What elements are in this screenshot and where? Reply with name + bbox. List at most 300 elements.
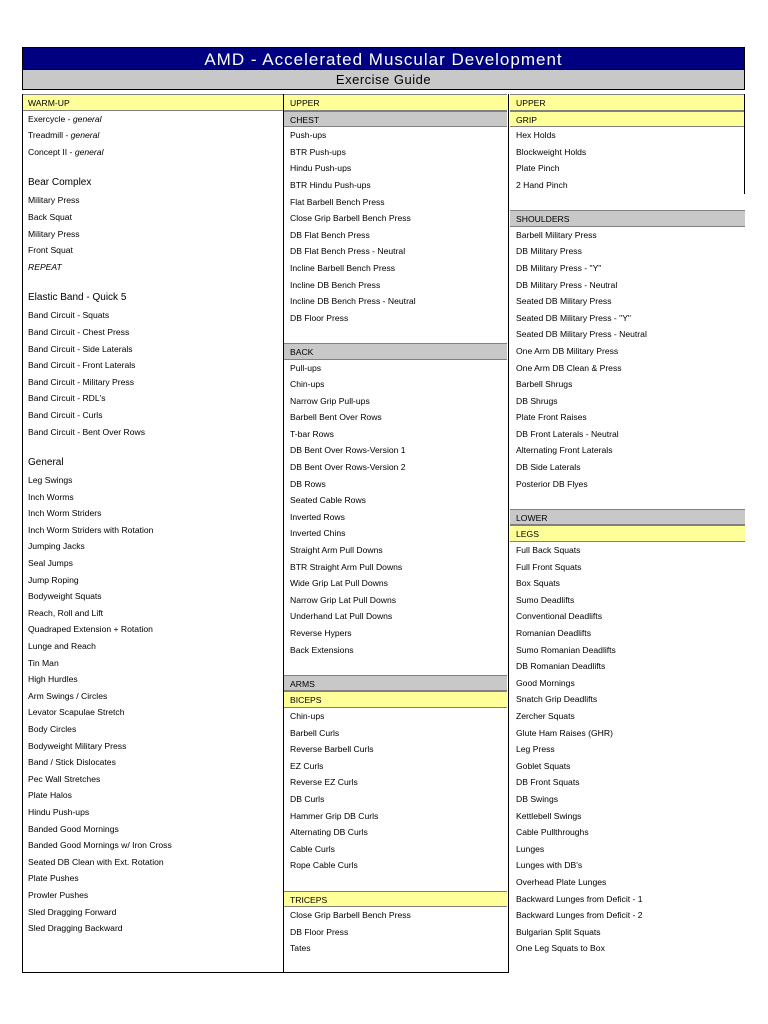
exercise-row	[510, 625, 745, 642]
row-text: WARM-UP	[28, 98, 70, 108]
exercise-row	[284, 476, 507, 493]
exercise-row	[284, 725, 507, 742]
row-text: BACK	[290, 346, 314, 357]
row-emphasis: REPEAT	[28, 261, 62, 272]
row-text: Treadmill -	[28, 130, 71, 141]
exercise-row	[284, 426, 507, 443]
exercise-row	[22, 887, 283, 904]
row-text: Backward Lunges from Deficit - 2	[516, 910, 643, 921]
exercise-row	[510, 608, 745, 625]
group-heading	[22, 452, 283, 472]
exercise-row	[22, 505, 283, 522]
exercise-row	[284, 376, 507, 393]
row-text: One Arm DB Military Press	[516, 345, 619, 356]
exercise-row	[22, 324, 283, 341]
row-text: Inch Worms	[28, 491, 74, 502]
row-text: DB Curls	[290, 793, 325, 804]
exercise-row	[510, 277, 745, 294]
row-text: Zercher Squats	[516, 710, 575, 721]
exercise-row	[22, 111, 283, 128]
row-emphasis: general	[72, 113, 102, 124]
row-text: Barbell Curls	[290, 727, 340, 738]
row-text: Hex Holds	[516, 130, 556, 141]
exercise-row	[22, 572, 283, 589]
row-text: DB Shrugs	[516, 395, 558, 406]
row-text: ARMS	[290, 678, 315, 689]
exercise-row	[284, 608, 507, 625]
document-title: AMD - Accelerated Muscular Development	[22, 47, 745, 70]
exercise-row	[284, 393, 507, 410]
row-text: Alternating DB Curls	[290, 827, 368, 838]
row-text: Hindu Push-ups	[28, 806, 90, 817]
exercise-row	[284, 144, 507, 161]
exercise-row	[510, 409, 745, 426]
row-text: Bodyweight Squats	[28, 591, 102, 602]
row-text: Rope Cable Curls	[290, 860, 358, 871]
row-text: BICEPS	[290, 695, 322, 706]
exercise-row	[284, 575, 507, 592]
row-text: Snatch Grip Deadlifts	[516, 694, 598, 705]
row-text: Leg Swings	[28, 475, 73, 486]
exercise-row	[22, 555, 283, 572]
exercise-row	[510, 260, 745, 277]
row-text: Band Circuit - Squats	[28, 310, 110, 321]
exercise-row	[510, 127, 745, 144]
row-text: Plate Front Raises	[516, 412, 587, 423]
category-header	[284, 891, 507, 908]
document-subtitle: Exercise Guide	[22, 70, 745, 90]
row-text: Close Grip Barbell Bench Press	[290, 213, 411, 224]
row-emphasis: general	[70, 130, 100, 141]
exercise-row	[284, 741, 507, 758]
exercise-row	[510, 476, 745, 493]
exercise-row	[22, 837, 283, 854]
row-text: DB Military Press - Neutral	[516, 279, 618, 290]
exercise-row	[510, 857, 745, 874]
row-text: DB Rows	[290, 478, 326, 489]
row-text: DB Bent Over Rows-Version 2	[290, 462, 406, 473]
exercise-row	[510, 758, 745, 775]
row-text: Reverse EZ Curls	[290, 777, 358, 788]
exercise-row	[22, 754, 283, 771]
row-text: Reverse Barbell Curls	[290, 744, 374, 755]
row-text: Band Circuit - Front Laterals	[28, 360, 136, 371]
exercise-row	[22, 738, 283, 755]
row-text: BTR Push-ups	[290, 146, 346, 157]
row-text: T-bar Rows	[290, 428, 334, 439]
exercise-row	[284, 260, 507, 277]
row-text: Hindu Push-ups	[290, 163, 352, 174]
exercise-row	[22, 721, 283, 738]
row-text: Military Press	[28, 195, 80, 206]
blank-row	[510, 492, 745, 509]
exercise-row	[510, 144, 745, 161]
exercise-row	[22, 242, 283, 259]
exercise-row	[22, 407, 283, 424]
row-text: Full Back Squats	[516, 545, 581, 556]
right-border	[744, 94, 745, 194]
exercise-row	[510, 808, 745, 825]
row-text: Concept II -	[28, 146, 75, 157]
exercise-row	[22, 357, 283, 374]
exercise-row	[510, 791, 745, 808]
exercise-row	[284, 360, 507, 377]
row-text: One Leg Squats to Box	[516, 943, 605, 954]
exercise-row	[510, 708, 745, 725]
row-text: DB Floor Press	[290, 926, 349, 937]
row-text: Inverted Chins	[290, 528, 346, 539]
row-text: Plate Pushes	[28, 873, 79, 884]
exercise-row	[510, 891, 745, 908]
blank-row	[22, 440, 283, 452]
exercise-row	[510, 841, 745, 858]
exercise-row	[510, 227, 745, 244]
exercise-row	[284, 492, 507, 509]
row-text: Conventional Deadlifts	[516, 611, 602, 622]
row-text: Body Circles	[28, 724, 77, 734]
exercise-row	[22, 621, 283, 638]
exercise-row	[510, 426, 745, 443]
row-text: Banded Good Mornings	[28, 823, 119, 834]
exercise-row	[22, 390, 283, 407]
blank-row	[510, 194, 745, 211]
exercise-row	[22, 226, 283, 243]
row-text: Incline DB Bench Press - Neutral	[290, 296, 416, 307]
row-text: DB Front Laterals - Neutral	[516, 428, 619, 439]
row-text: 2 Hand Pinch	[516, 179, 568, 190]
row-text: Kettlebell Swings	[516, 810, 582, 821]
row-text: Pull-ups	[290, 362, 322, 373]
row-text: Band / Stick Dislocates	[28, 757, 116, 768]
exercise-row	[22, 192, 283, 209]
row-text: Incline Barbell Bench Press	[290, 262, 396, 273]
row-text: DB Side Laterals	[516, 462, 581, 473]
exercise-row	[284, 509, 507, 526]
exercise-row	[284, 559, 507, 576]
exercise-row	[510, 310, 745, 327]
row-text: Blockweight Holds	[516, 146, 587, 157]
exercise-row	[510, 376, 745, 393]
exercise-row	[22, 787, 283, 804]
row-text: Banded Good Mornings w/ Iron Cross	[28, 840, 172, 851]
row-text: Inverted Rows	[290, 511, 345, 522]
exercise-row	[22, 688, 283, 705]
row-text: Overhead Plate Lunges	[516, 876, 607, 887]
row-text: General	[28, 457, 64, 469]
row-text: Cable Curls	[290, 843, 335, 854]
row-text: Seated DB Clean with Ext. Rotation	[28, 856, 164, 867]
exercise-row	[22, 341, 283, 358]
row-text: Narrow Grip Pull-ups	[290, 395, 370, 406]
exercise-row	[510, 360, 745, 377]
blank-row	[284, 874, 507, 891]
row-text: Back Squat	[28, 211, 72, 222]
row-text: Seated DB Military Press - Neutral	[516, 329, 647, 340]
exercise-row	[284, 210, 507, 227]
row-text: Full Front Squats	[516, 561, 582, 572]
row-text: Band Circuit - Bent Over Rows	[28, 426, 146, 437]
exercise-row	[22, 144, 283, 161]
exercise-row	[22, 920, 283, 937]
exercise-row	[22, 704, 283, 721]
exercise-row	[510, 675, 745, 692]
row-text: Sumo Romanian Deadlifts	[516, 644, 616, 655]
exercise-row	[284, 243, 507, 260]
exercise-row	[510, 177, 745, 194]
section-header	[284, 343, 507, 360]
exercise-row	[510, 824, 745, 841]
row-text: Hammer Grip DB Curls	[290, 810, 379, 821]
exercise-row	[284, 127, 507, 144]
row-text: Close Grip Barbell Bench Press	[290, 910, 411, 921]
row-text: DB Military Press - "Y"	[516, 262, 602, 273]
row-text: Exercycle -	[28, 113, 73, 124]
row-text: Leg Press	[516, 744, 555, 755]
row-text: Back Extensions	[290, 644, 354, 655]
exercise-row	[510, 907, 745, 924]
row-text: Flat Barbell Bench Press	[290, 196, 385, 207]
category-header	[284, 94, 507, 111]
row-text: Band Circuit - RDL's	[28, 393, 106, 404]
bottom-border	[22, 972, 509, 973]
exercise-row	[284, 791, 507, 808]
row-text: Barbell Military Press	[516, 229, 597, 240]
exercise-row	[284, 194, 507, 211]
row-text: Jump Roping	[28, 574, 79, 585]
left-border	[22, 94, 23, 972]
row-text: SHOULDERS	[516, 214, 570, 225]
blank-row	[22, 275, 283, 287]
exercise-row	[284, 160, 507, 177]
row-text: Seated Cable Rows	[290, 495, 366, 506]
exercise-row	[510, 343, 745, 360]
blank-row	[284, 658, 507, 675]
row-text: Front Squat	[28, 245, 73, 256]
row-text: UPPER	[290, 98, 320, 108]
row-text: Elastic Band - Quick 5	[28, 292, 127, 304]
row-text: Bear Complex	[28, 177, 92, 189]
row-text: Chin-ups	[290, 379, 325, 390]
blank-row	[284, 326, 507, 343]
row-text: Band Circuit - Military Press	[28, 376, 135, 387]
row-text: Reverse Hypers	[290, 628, 352, 638]
row-text: Incline DB Bench Press	[290, 279, 381, 290]
exercise-row	[22, 655, 283, 672]
row-text: Lunges with DB's	[516, 860, 583, 871]
row-text: Straight Arm Pull Downs	[290, 545, 383, 556]
exercise-row	[284, 907, 507, 924]
exercise-row	[284, 177, 507, 194]
exercise-row	[22, 209, 283, 226]
exercise-row	[284, 227, 507, 244]
exercise-row	[510, 542, 745, 559]
row-text: DB Romanian Deadlifts	[516, 661, 606, 672]
row-text: Plate Halos	[28, 790, 72, 801]
exercise-row	[284, 525, 507, 542]
exercise-row	[284, 625, 507, 642]
row-text: Tates	[290, 943, 311, 954]
exercise-row	[284, 758, 507, 775]
row-text: TRICEPS	[290, 894, 328, 905]
exercise-row	[510, 160, 745, 177]
row-text: Prowler Pushes	[28, 889, 89, 900]
exercise-row	[22, 259, 283, 276]
row-text: Push-ups	[290, 130, 327, 141]
exercise-row	[284, 708, 507, 725]
exercise-row	[22, 870, 283, 887]
row-text: DB Military Press	[516, 246, 582, 257]
exercise-row	[510, 691, 745, 708]
exercise-row	[284, 940, 507, 957]
exercise-row	[510, 393, 745, 410]
row-text: Lunge and Reach	[28, 641, 96, 652]
row-text: Glute Ham Raises (GHR)	[516, 727, 613, 738]
category-header	[284, 691, 507, 708]
exercise-row	[22, 605, 283, 622]
exercise-row	[284, 293, 507, 310]
row-text: EZ Curls	[290, 760, 324, 771]
row-text: Lunges	[516, 843, 545, 854]
row-text: Reach, Roll and Lift	[28, 607, 103, 618]
row-text: Sumo Deadlifts	[516, 594, 575, 605]
exercise-row	[510, 575, 745, 592]
exercise-row	[284, 542, 507, 559]
row-text: High Hurdles	[28, 674, 78, 685]
exercise-row	[510, 725, 745, 742]
row-text: Inch Worm Striders with Rotation	[28, 524, 154, 535]
exercise-row	[22, 472, 283, 489]
exercise-guide-sheet	[22, 47, 745, 90]
row-text: Tin Man	[28, 657, 59, 668]
row-text: Goblet Squats	[516, 760, 571, 771]
row-text: BTR Straight Arm Pull Downs	[290, 561, 403, 572]
exercise-row	[510, 642, 745, 659]
column-upper-grip-shoulders-lower	[510, 94, 745, 957]
exercise-row	[284, 774, 507, 791]
row-text: DB Flat Bench Press	[290, 229, 370, 240]
row-text: Narrow Grip Lat Pull Downs	[290, 594, 397, 605]
exercise-row	[510, 940, 745, 957]
exercise-row	[22, 904, 283, 921]
exercise-row	[510, 774, 745, 791]
row-text: Sled Dragging Forward	[28, 906, 117, 917]
blank-row	[22, 160, 283, 172]
exercise-row	[22, 588, 283, 605]
row-text: Military Press	[28, 228, 80, 239]
exercise-row	[22, 424, 283, 441]
row-text: Band Circuit - Curls	[28, 409, 103, 420]
row-emphasis: general	[74, 146, 104, 157]
row-text: Alternating Front Laterals	[516, 445, 613, 456]
row-text: Inch Worm Striders	[28, 508, 102, 519]
exercise-row	[510, 874, 745, 891]
group-heading	[22, 287, 283, 307]
column-upper-chest-back-arms	[284, 94, 507, 957]
exercise-row	[284, 592, 507, 609]
category-header	[22, 94, 283, 111]
row-text: DB Front Squats	[516, 777, 580, 788]
row-text: Band Circuit - Chest Press	[28, 326, 130, 337]
row-text: Romanian Deadlifts	[516, 628, 591, 638]
row-text: Seated DB Military Press - "Y"	[516, 312, 631, 323]
exercise-row	[22, 489, 283, 506]
section-header	[284, 111, 507, 128]
row-text: Good Mornings	[516, 677, 575, 688]
exercise-row	[22, 671, 283, 688]
column-divider-1	[283, 94, 284, 972]
row-text: Cable Pullthroughs	[516, 827, 589, 838]
exercise-row	[22, 804, 283, 821]
row-text: Barbell Shrugs	[516, 379, 573, 390]
row-text: Arm Swings / Circles	[28, 690, 108, 701]
row-text: LOWER	[516, 512, 548, 523]
row-text: DB Floor Press	[290, 312, 349, 323]
row-text: DB Bent Over Rows-Version 1	[290, 445, 406, 456]
row-text: CHEST	[290, 114, 320, 125]
row-text: Backward Lunges from Deficit - 1	[516, 893, 643, 904]
exercise-row	[22, 522, 283, 539]
exercise-row	[510, 293, 745, 310]
row-text: Levator Scapulae Stretch	[28, 707, 125, 718]
exercise-row	[284, 857, 507, 874]
row-text: Sled Dragging Backward	[28, 923, 123, 934]
exercise-row	[22, 538, 283, 555]
exercise-row	[510, 741, 745, 758]
row-text: Wide Grip Lat Pull Downs	[290, 578, 388, 589]
exercise-row	[284, 924, 507, 941]
exercise-row	[284, 442, 507, 459]
exercise-row	[284, 808, 507, 825]
exercise-row	[284, 841, 507, 858]
section-header	[284, 675, 507, 692]
exercise-row	[284, 642, 507, 659]
exercise-row	[22, 374, 283, 391]
row-text: Box Squats	[516, 578, 560, 589]
exercise-row	[22, 638, 283, 655]
exercise-row	[284, 824, 507, 841]
category-header	[510, 94, 745, 111]
row-text: Seal Jumps	[28, 558, 73, 569]
column-warm-up	[22, 94, 283, 937]
row-text: Underhand Lat Pull Downs	[290, 611, 393, 622]
row-text: Barbell Bent Over Rows	[290, 412, 382, 423]
row-text: Seated DB Military Press	[516, 296, 612, 307]
exercise-row	[510, 592, 745, 609]
exercise-row	[22, 127, 283, 144]
row-text: GRIP	[516, 114, 538, 125]
row-text: DB Swings	[516, 793, 559, 804]
row-text: Band Circuit - Side Laterals	[28, 343, 133, 354]
group-heading	[22, 172, 283, 192]
row-text: Pec Wall Stretches	[28, 773, 101, 784]
exercise-row	[510, 442, 745, 459]
row-text: Chin-ups	[290, 710, 325, 721]
exercise-row	[284, 459, 507, 476]
section-header	[510, 509, 745, 526]
exercise-row	[510, 243, 745, 260]
section-header	[510, 210, 745, 227]
exercise-row	[284, 310, 507, 327]
row-text: Plate Pinch	[516, 163, 560, 174]
exercise-row	[510, 459, 745, 476]
row-text: Bulgarian Split Squats	[516, 926, 601, 937]
exercise-row	[510, 559, 745, 576]
row-text: BTR Hindu Push-ups	[290, 179, 371, 190]
row-text: LEGS	[516, 529, 539, 540]
column-divider-2	[508, 94, 509, 972]
exercise-row	[284, 277, 507, 294]
row-text: Quadraped Extension + Rotation	[28, 624, 153, 635]
